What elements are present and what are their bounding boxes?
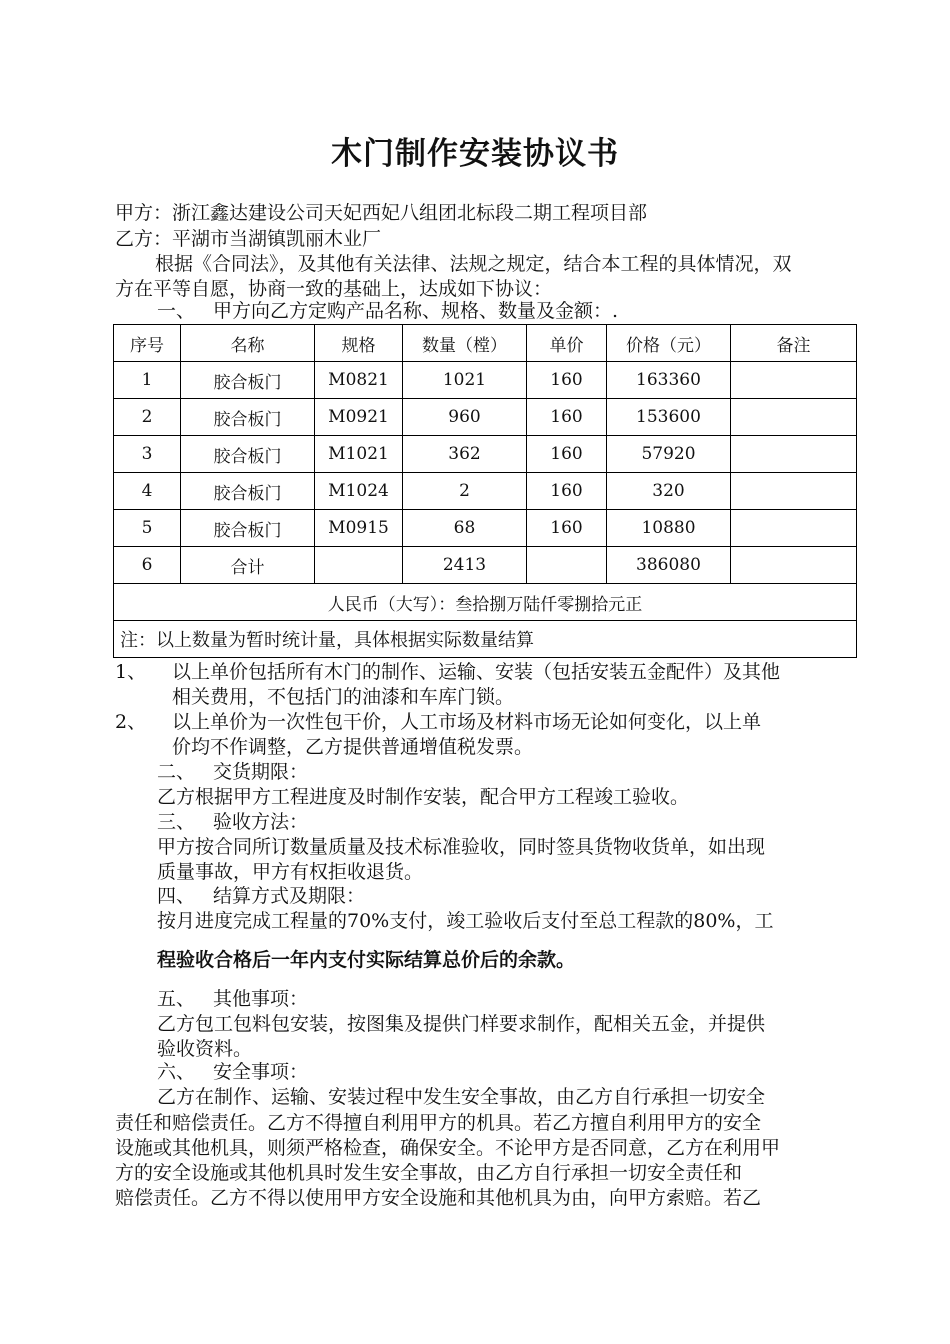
table-cell: 57920 [607,436,731,473]
rmb-amount: 人民币（大写）：叁拾捌万陆仟零捌拾元正 [114,584,857,621]
table-cell: 10880 [607,510,731,547]
party-a: 甲方：浙江鑫达建设公司天妃西妃八组团北标段二期工程项目部 [115,202,648,224]
list-item-line-1: 以上单价为一次性包干价，人工市场及材料市场无论如何变化，以上单 [172,711,762,733]
table-cell: 6 [114,547,181,584]
table-header-cell: 数量（樘） [403,325,527,362]
section-4-heading [157,884,365,909]
section-6-line-3: 设施或其他机具，则须严格检查，确保安全。不论甲方是否同意，乙方在利用甲 [115,1137,781,1159]
table-cell: M1021 [315,436,403,473]
section-1-heading [157,299,618,324]
table-cell [731,473,857,510]
table-cell: 1021 [403,362,527,399]
section-4-title: 结算方式及期限： [213,885,366,907]
table-row [114,362,857,399]
table-row [114,510,857,547]
table-cell: 386080 [607,547,731,584]
table-cell: 胶合板门 [181,362,315,399]
document-title: 木门制作安装协议书 [331,136,619,172]
product-table [113,324,857,658]
table-cell [731,436,857,473]
table-cell [731,362,857,399]
table-row [114,436,857,473]
table-cell: 4 [114,473,181,510]
table-cell: 1 [114,362,181,399]
section-6-heading [157,1060,308,1085]
table-cell: 2 [403,473,527,510]
section-6-number: 六、 [157,1061,196,1083]
table-cell: 160 [527,510,607,547]
table-header-row [114,325,857,362]
section-2-body: 乙方根据甲方工程进度及时制作安装，配合甲方工程竣工验收。 [157,786,690,808]
table-cell [315,547,403,584]
table-cell: 胶合板门 [181,436,315,473]
section-3-line-1: 甲方按合同所订数量质量及技术标准验收，同时签具货物收货单，如出现 [157,836,766,858]
section-5-line-2: 验收资料。 [157,1038,253,1060]
table-cell: M1024 [315,473,403,510]
section-6-line-4: 方的安全设施或其他机具时发生安全事故，由乙方自行承担一切安全责任和 [115,1162,743,1184]
party-b: 乙方：平湖市当湖镇凯丽木业厂 [115,228,382,250]
table-cell [527,547,607,584]
table-cell: 160 [527,436,607,473]
table-cell: 362 [403,436,527,473]
preamble-line-1: 根据《合同法》，及其他有关法律、法规之规定，结合本工程的具体情况，双 [155,253,792,275]
preamble-line-2: 方在平等自愿，协商一致的基础上，达成如下协议： [115,278,553,300]
table-cell: 160 [527,399,607,436]
table-cell: 合计 [181,547,315,584]
table-header-cell: 名称 [181,325,315,362]
table-header-cell: 单价 [527,325,607,362]
table-header-cell: 备注 [731,325,857,362]
table-cell: M0915 [315,510,403,547]
table-note: 注：以上数量为暂时统计量，具体根据实际数量结算 [114,621,857,658]
list-item-number: 2、 [115,711,147,733]
table-rmb-row [114,584,857,621]
list-item-line-2: 价均不作调整，乙方提供普通增值税发票。 [172,736,534,758]
table-cell: 胶合板门 [181,473,315,510]
list-item [115,660,860,710]
section-1-number: 一、 [157,300,196,322]
section-6-line-5: 赔偿责任。乙方不得以使用甲方安全设施和其他机具为由，向甲方索赔。若乙 [115,1187,762,1209]
table-cell: M0821 [315,362,403,399]
table-cell: 153600 [607,399,731,436]
table-row [114,473,857,510]
table-cell: 5 [114,510,181,547]
list-item-number: 1、 [115,661,147,683]
table-cell: 163360 [607,362,731,399]
table-cell: 320 [607,473,731,510]
section-3-heading [157,810,308,835]
section-4-number: 四、 [157,885,196,907]
section-6-title: 安全事项： [213,1061,309,1083]
section-5-line-1: 乙方包工包料包安装，按图集及提供门样要求制作，配相关五金，并提供 [157,1013,766,1035]
section-1-title: 甲方向乙方定购产品名称、规格、数量及金额：. [213,300,619,322]
section-5-title: 其他事项： [213,988,309,1010]
list-item-line-1: 以上单价包括所有木门的制作、运输、安装（包括安装五金配件）及其他 [172,661,781,683]
section-3-number: 三、 [157,811,196,833]
section-3-title: 验收方法： [213,811,309,833]
section-3-line-2: 质量事故，甲方有权拒收退货。 [157,861,424,883]
table-total-row [114,547,857,584]
table-cell: 胶合板门 [181,510,315,547]
section-2-number: 二、 [157,761,196,783]
section-6-line-2: 责任和赔偿责任。乙方不得擅自利用甲方的机具。若乙方擅自利用甲方的安全 [115,1112,762,1134]
table-cell: 160 [527,473,607,510]
table-note-row [114,621,857,658]
table-cell [731,547,857,584]
section-6-line-1: 乙方在制作、运输、安装过程中发生安全事故，由乙方自行承担一切安全 [157,1086,766,1108]
table-header-cell: 序号 [114,325,181,362]
table-header-cell: 价格（元） [607,325,731,362]
table-cell: M0921 [315,399,403,436]
table-cell: 160 [527,362,607,399]
section-2-title: 交货期限： [213,761,309,783]
table-cell: 2 [114,399,181,436]
table-cell [731,510,857,547]
section-5-number: 五、 [157,988,196,1010]
section-4-line-1: 按月进度完成工程量的70%支付，竣工验收后支付至总工程款的80%，工 [157,910,774,932]
table-row [114,399,857,436]
list-item-line-2: 相关费用，不包括门的油漆和车库门锁。 [172,686,515,708]
list-item [115,710,860,760]
section-2-heading [157,760,308,785]
table-cell: 960 [403,399,527,436]
table-cell: 胶合板门 [181,399,315,436]
table-cell [731,399,857,436]
table-cell: 3 [114,436,181,473]
section-4-line-2: 程验收合格后一年内支付实际结算总价后的余款。 [157,949,576,971]
table-header-cell: 规格 [315,325,403,362]
table-cell: 2413 [403,547,527,584]
table-cell: 68 [403,510,527,547]
section-5-heading [157,987,308,1012]
